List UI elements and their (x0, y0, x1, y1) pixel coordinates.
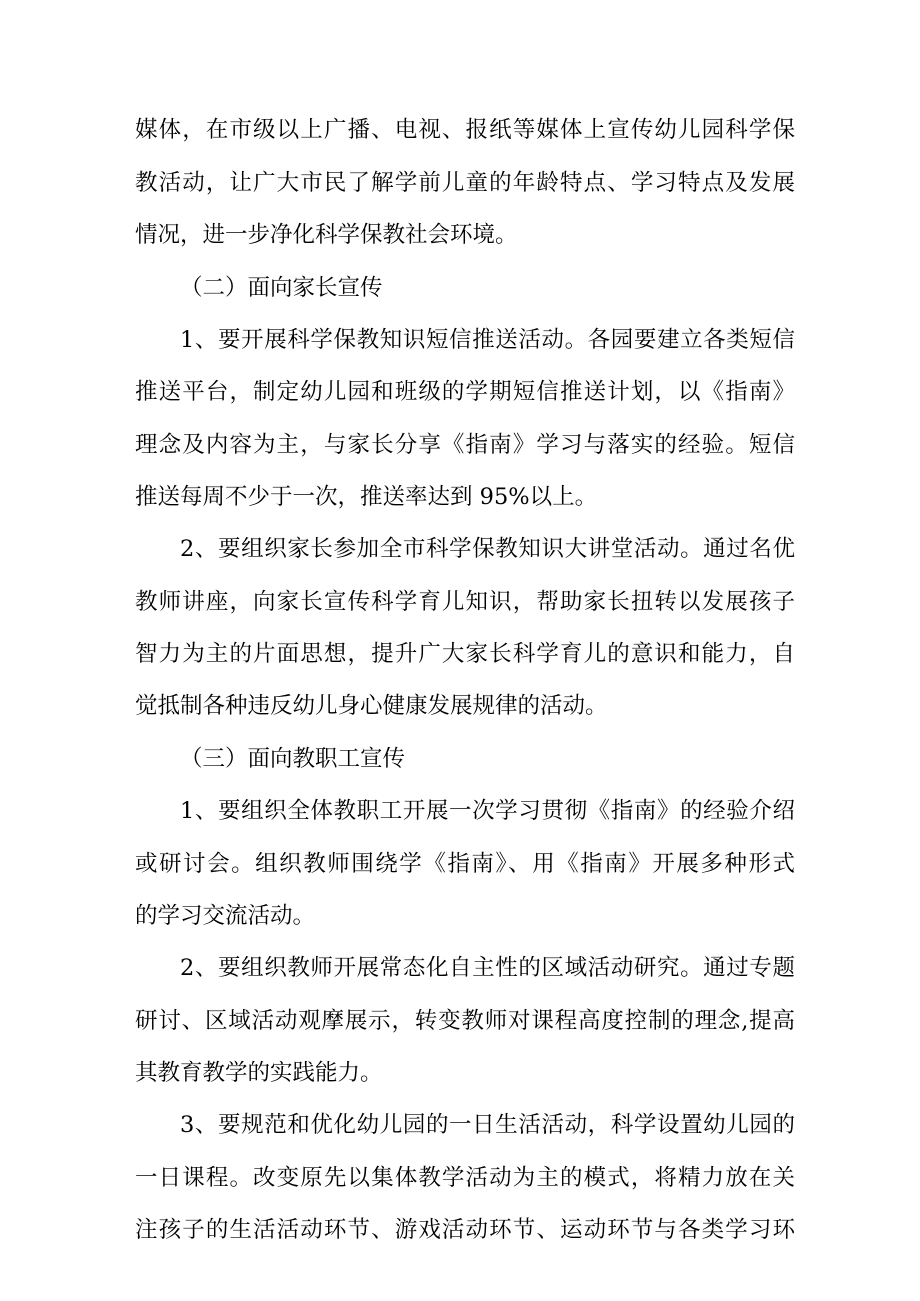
paragraph-line: 觉抵制各种违反幼儿身心健康发展规律的活动。 (135, 693, 608, 719)
paragraph-line: 或研讨会。组织教师围绕学《指南》、用《指南》开展多种形式 (135, 851, 795, 877)
paragraph-line: 推送每周不少于一次，推送率达到 95%以上。 (135, 484, 598, 510)
paragraph-line: 教活动，让广大市民了解学前儿童的年龄特点、学习特点及发展 (135, 170, 795, 196)
section-heading: （二）面向家长宣传 (180, 275, 383, 301)
paragraph-line: 注孩子的生活活动环节、游戏活动环节、运动环节与各类学习环 (135, 1217, 795, 1243)
paragraph-line: 情况，进一步净化科学保教社会环境。 (135, 222, 518, 248)
paragraph-line: 1、要开展科学保教知识短信推送活动。各园要建立各类短信 (180, 327, 795, 353)
paragraph-line: 推送平台，制定幼儿园和班级的学期短信推送计划，以《指南》 (135, 379, 795, 405)
paragraph-line: 智力为主的片面思想，提升广大家长科学育儿的意识和能力，自 (135, 641, 795, 667)
paragraph-line: 媒体，在市级以上广播、电视、报纸等媒体上宣传幼儿园科学保 (135, 117, 795, 143)
paragraph-line: 2、要组织家长参加全市科学保教知识大讲堂活动。通过名优 (180, 536, 795, 562)
paragraph-line: 1、要组织全体教职工开展一次学习贯彻《指南》的经验介绍 (180, 798, 795, 824)
paragraph-line: 2、要组织教师开展常态化自主性的区域活动研究。通过专题 (180, 955, 795, 981)
paragraph-line: 其教育教学的实践能力。 (135, 1060, 383, 1086)
paragraph-line: 3、要规范和优化幼儿园的一日生活活动，科学设置幼儿园的 (180, 1112, 795, 1138)
paragraph-line: 的学习交流活动。 (135, 903, 316, 929)
paragraph-line: 一日课程。改变原先以集体教学活动为主的模式，将精力放在关 (135, 1165, 795, 1191)
paragraph-line: 研讨、区域活动观摩展示，转变教师对课程高度控制的理念,提高 (135, 1008, 795, 1034)
paragraph-line: 理念及内容为主，与家长分享《指南》学习与落实的经验。短信 (135, 432, 795, 458)
section-heading: （三）面向教职工宣传 (180, 746, 406, 772)
paragraph-line: 教师讲座，向家长宣传科学育儿知识，帮助家长扭转以发展孩子 (135, 589, 795, 615)
